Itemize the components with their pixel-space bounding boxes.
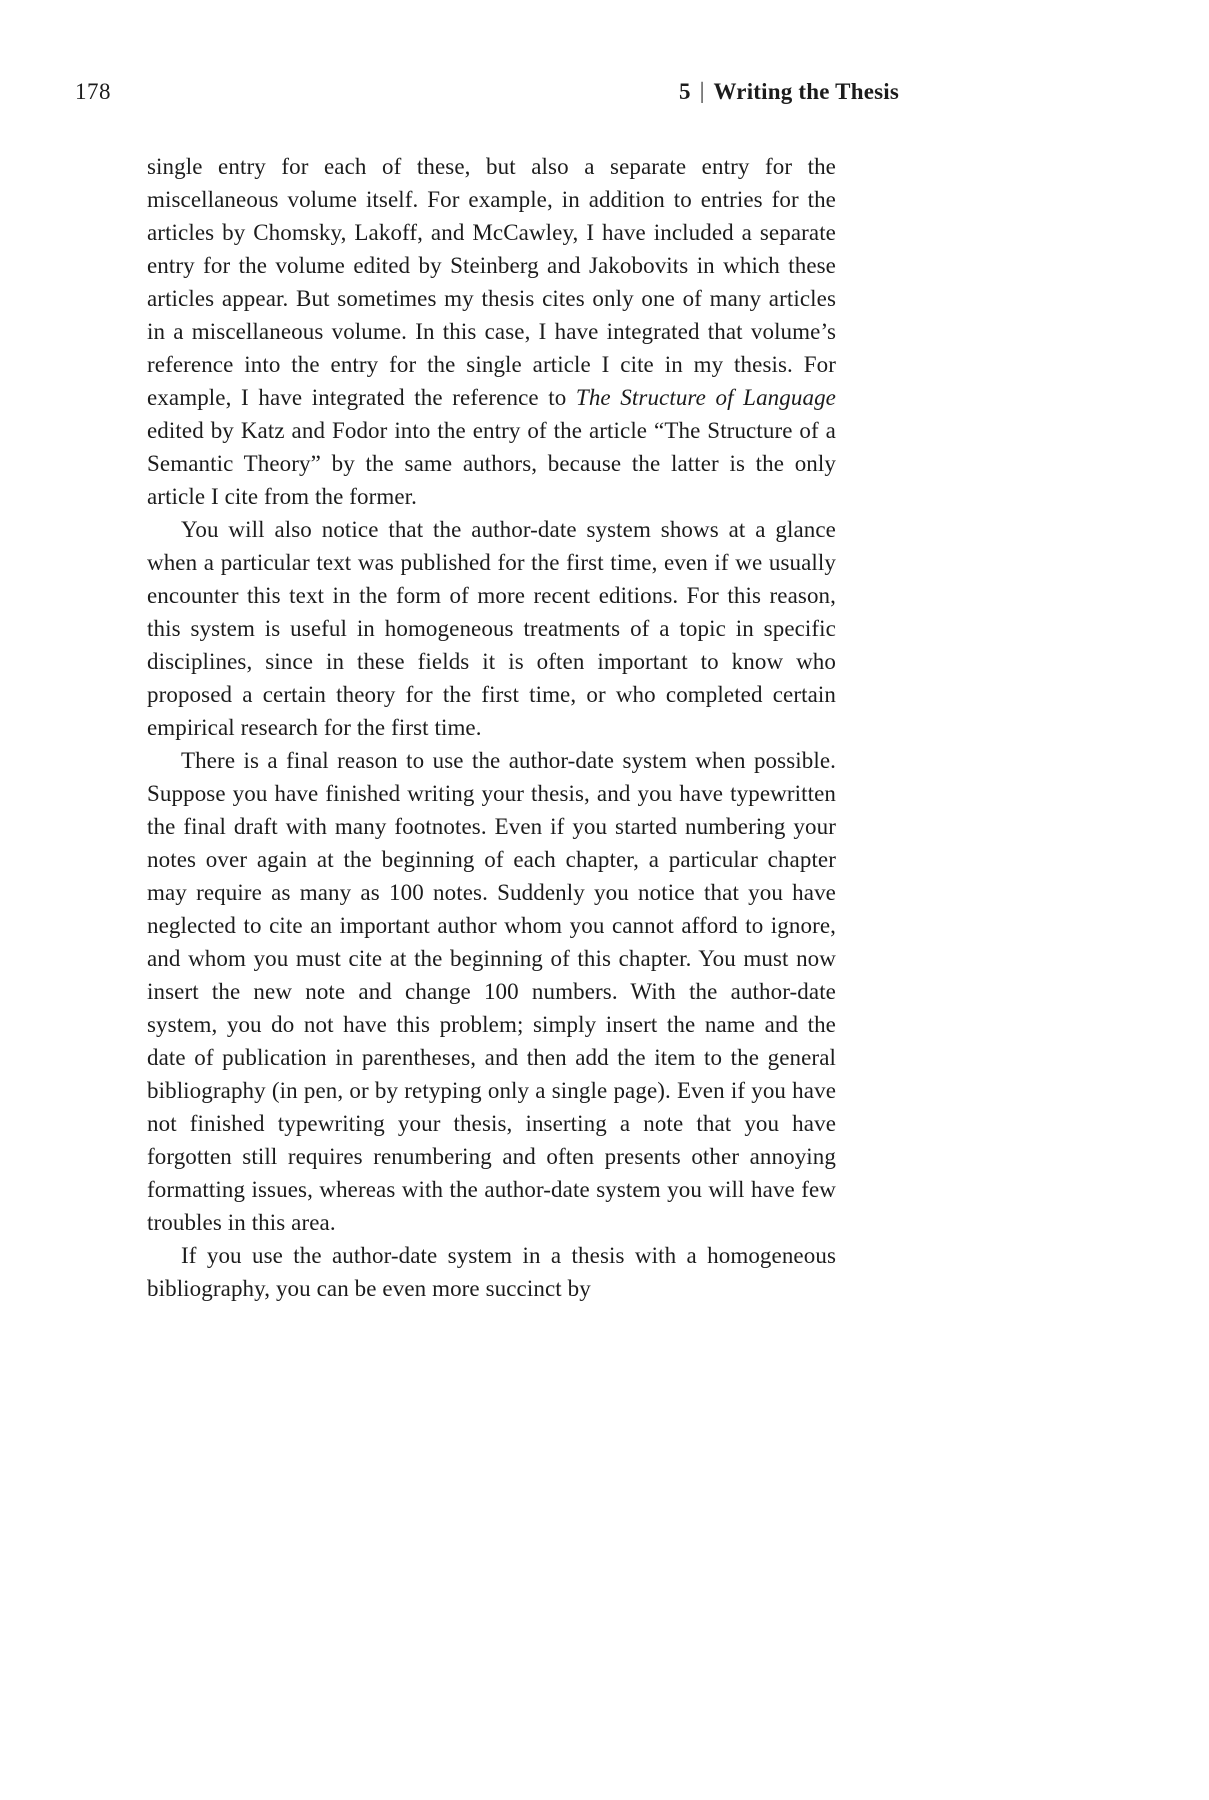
paragraph bbox=[147, 513, 836, 744]
paragraph bbox=[147, 744, 836, 1239]
text-run: If you use the author-date system in a thesis with a homogeneous bibliography, you can be even more succinct by bbox=[147, 1243, 836, 1301]
text-run: There is a final reason to use the author-date system when possible. Suppose you have finished writing your thesis, and you have typewritten the final draft with many footnotes. Even if you started numbering your notes over again at the beginning of each chapter, a particular chapter may require as many as 100 notes. Suddenly you notice that you have neglected to cite an important author whom you cannot afford to ignore, and whom you must cite at the beginning of this chapter. You must now insert the new note and change 100 numbers. With the author-date system, you do not have this problem; simply insert the name and the date of publication in parentheses, and then add the item to the general bibliography (in pen, or by retyping only a single page). Even if you have not finished typewriting your thesis, inserting a note that you have forgotten still requires renumbering and often presents other annoying formatting issues, whereas with the author-date system you will have few troubles in this area. bbox=[147, 748, 836, 1235]
book-title-italic: The Structure of Language bbox=[575, 385, 836, 410]
paragraph bbox=[147, 150, 836, 513]
running-header bbox=[75, 80, 899, 103]
paragraph bbox=[147, 1239, 836, 1305]
text-run: edited by Katz and Fodor into the entry of the article “The Structure of a Semantic Theory” by the same authors, because the latter is the only article I cite from the former. bbox=[147, 418, 836, 509]
text-run: You will also notice that the author-date system shows at a glance when a particular text was published for the first time, even if we usually encounter this text in the form of more recent editions. For this reason, this system is useful in homogeneous treatments of a topic in specific disciplines, since in these fields it is often important to know who proposed a certain theory for the first time, or who completed certain empirical research for the first time. bbox=[147, 517, 836, 740]
chapter-number: 5 bbox=[678, 79, 691, 104]
running-head bbox=[679, 80, 899, 103]
body-text bbox=[147, 150, 836, 1305]
chapter-title: Writing the Thesis bbox=[713, 79, 899, 104]
header-separator: | bbox=[699, 78, 705, 103]
text-run: single entry for each of these, but also a separate entry for the miscellaneous volume itself. For example, in addition to entries for the articles by Chomsky, Lakoff, and McCawley, I have included a separate entry for the volume edited by Steinberg and Jakobovits in which these articles appear. But sometimes my thesis cites only one of many articles in a miscellaneous volume. In this case, I have integrated that volume’s reference into the entry for the single article I cite in my thesis. For example, I have integrated the reference to bbox=[147, 154, 836, 410]
page-number: 178 bbox=[75, 79, 111, 104]
